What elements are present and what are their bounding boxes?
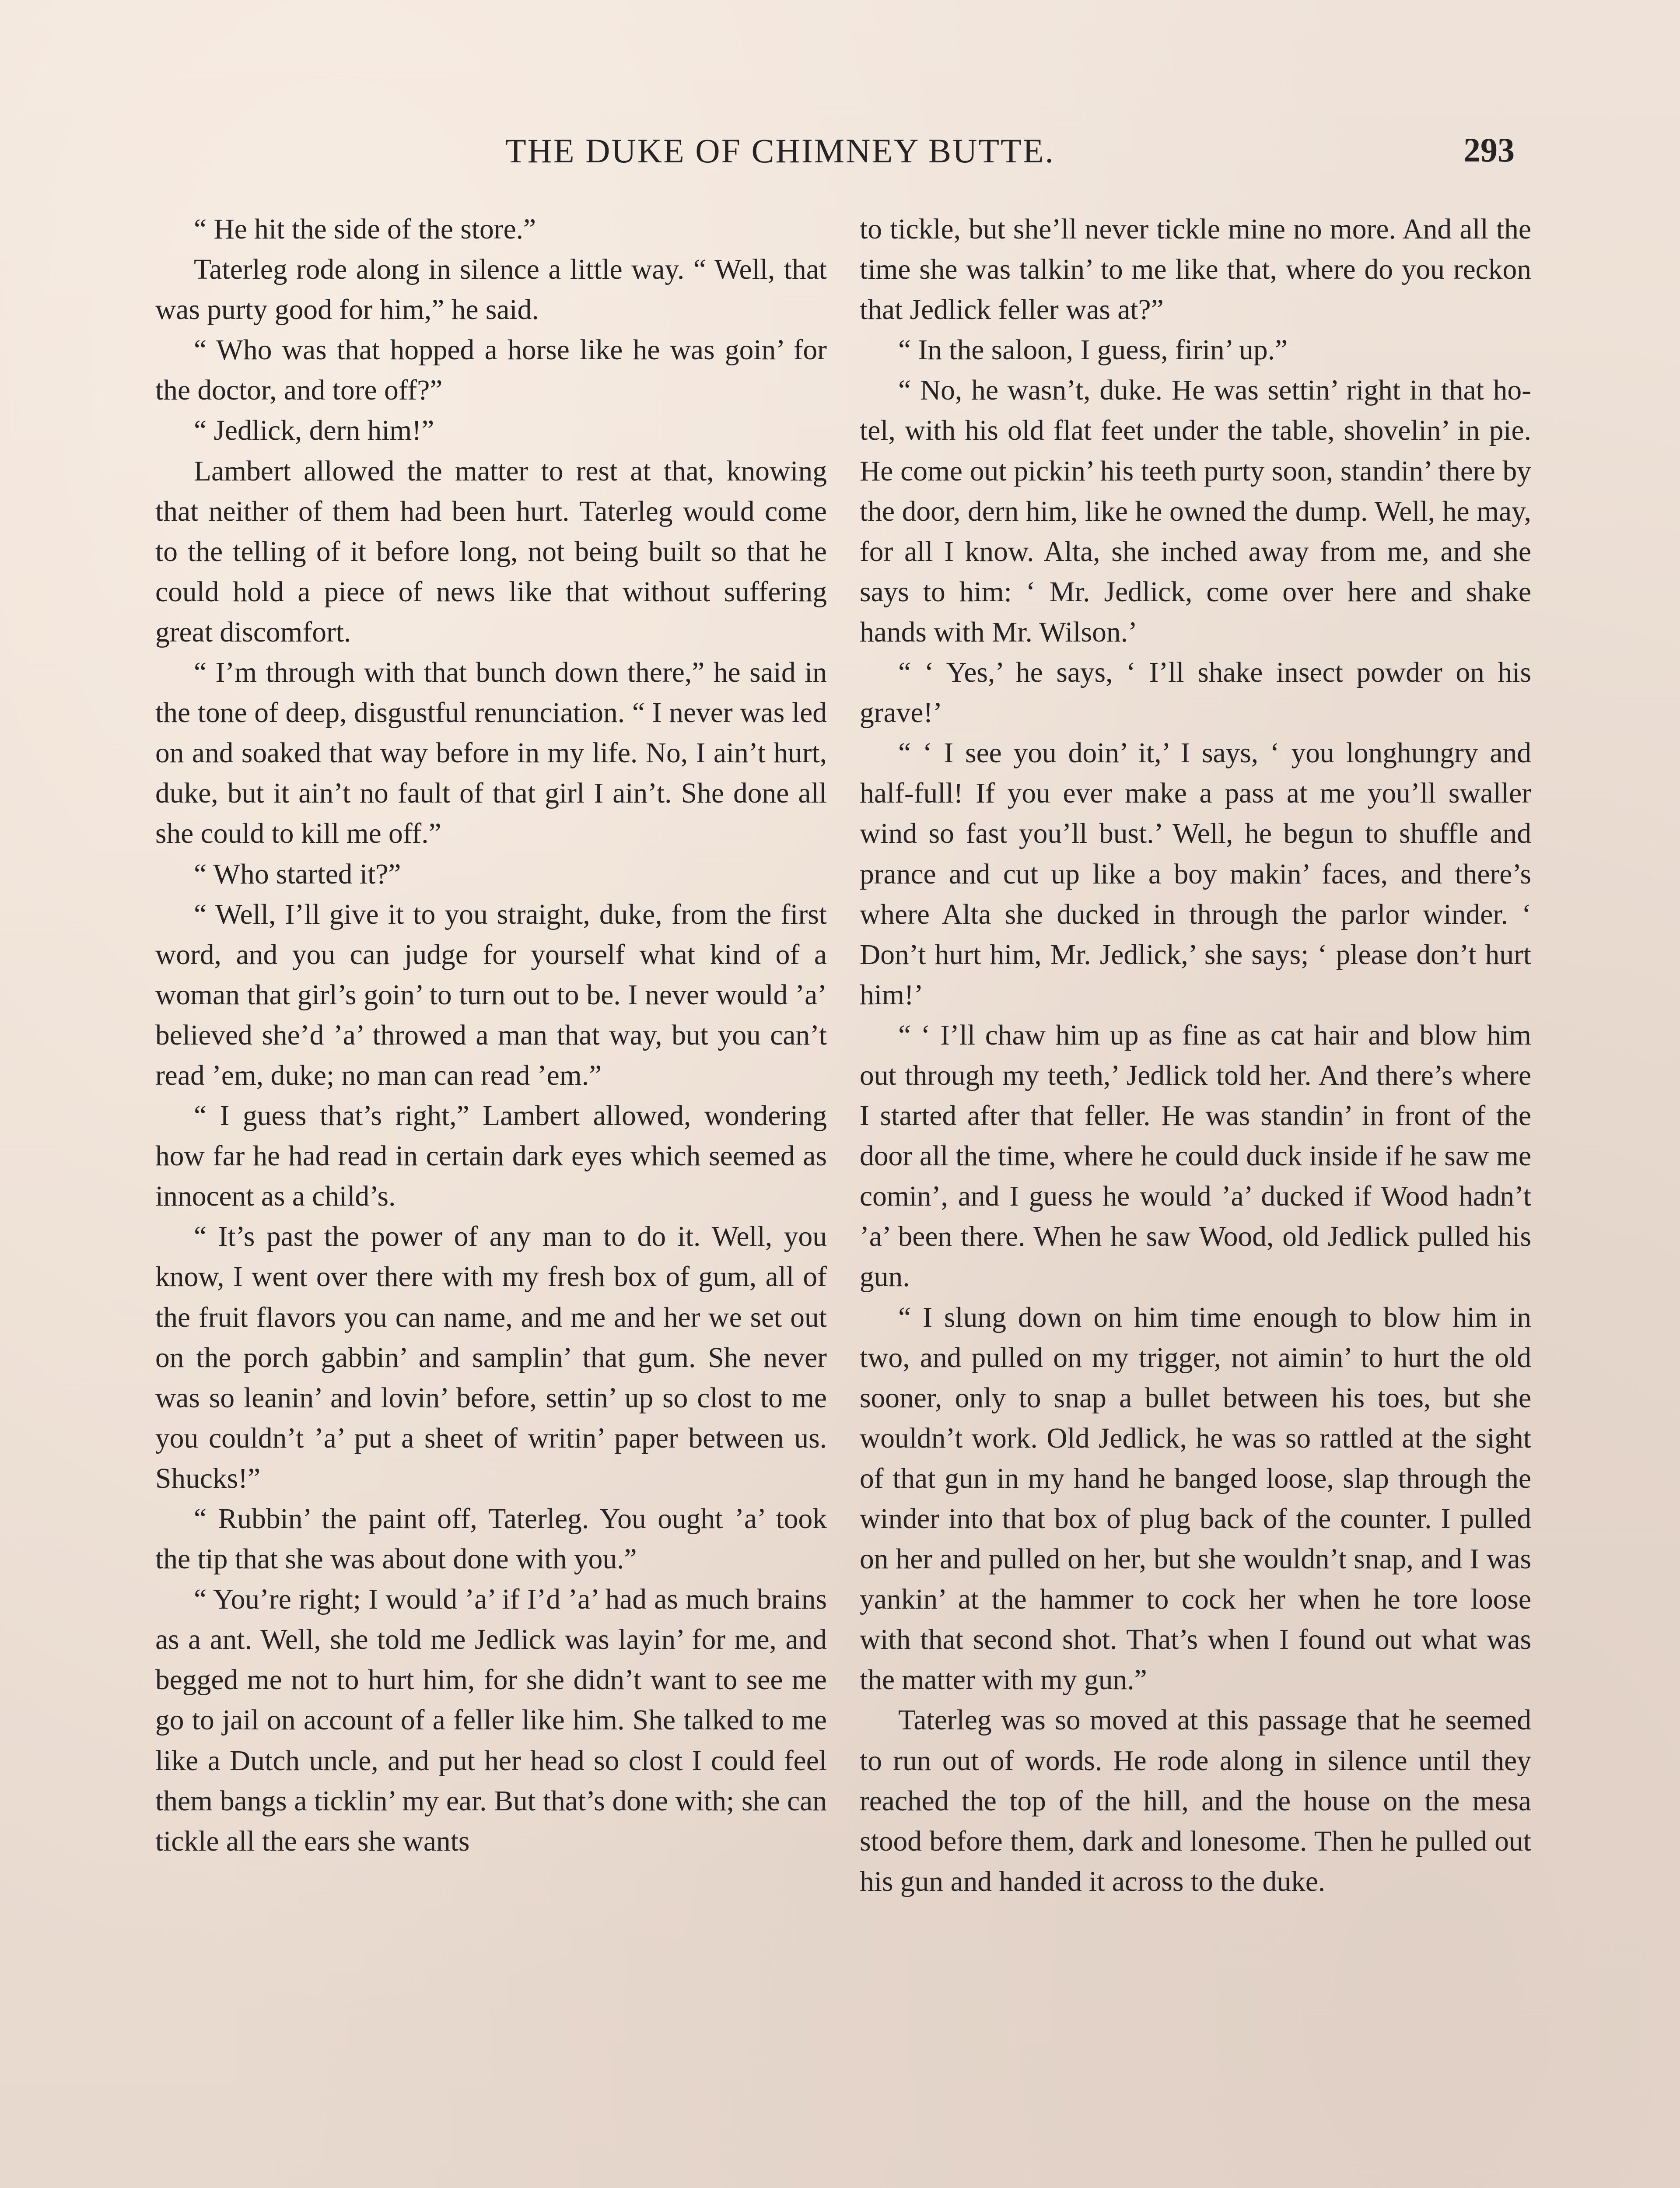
- paragraph: “ Jedlick, dern him!”: [194, 415, 434, 447]
- page-number: 293: [1463, 131, 1515, 169]
- paragraph: “ He hit the side of the store.”: [194, 214, 536, 245]
- paragraph: “ In the saloon, I guess, firin’ up.”: [898, 334, 1288, 366]
- paragraph: “ Well, I’ll give it to you straight, duke, from the first word, and you can judge for yourself what kind of a woman that girl’s goin’ to turn out to be. I never would ’a’ believed she’d ’a’ throwed a man that way, but you can’t read ’em, duke; no man can read ’em.”: [155, 898, 827, 1091]
- running-title: THE DUKE OF CHIMNEY BUTTE.: [505, 132, 1055, 170]
- paragraph: “ ‘ I see you doin’ it,’ I says, ‘ you longhungry and half-full! If you ever make a pass at me you’ll swaller wind so fast you’ll bust.’ Well, he begun to shuffle and prance and cut up like a boy makin’ faces, and there’s where Alta she ducked in through the parlor winder. ‘ Don’t hurt him, Mr. Jedlick,’ she says; ‘ please don’t hurt him!’: [860, 737, 1531, 1011]
- paragraph: “ I guess that’s right,” Lambert allowed, wondering how far he had read in certain dark eyes which seemed as innocent as a child’s.: [155, 1100, 827, 1213]
- paragraph: “ No, he wasn’t, duke. He was settin’ right in that ho-tel, with his old flat feet under the table, shovelin’ in pie. He come out pickin’ his teeth purty soon, standin’ there by the door, dern him, like he owned the dump. Well, he may, for all I know. Alta, she inched away from me, and she says to him: ‘ Mr. Jedlick, come over here and shake hands with Mr. Wilson.’: [860, 375, 1531, 648]
- paragraph: “ Rubbin’ the paint off, Taterleg. You ought ’a’ took the tip that she was about done with you.”: [155, 1503, 827, 1575]
- paragraph: Lambert allowed the matter to rest at that, knowing that neither of them had been hurt. Taterleg would come to the telling of it before long, not being built so that he could hold a piece of news like that without suffering great discomfort.: [155, 455, 827, 648]
- paragraph-continued: to tickle, but she’ll never tickle mine no more. And all the time she was talkin’ to me like that, where do you reckon that Jedlick feller was at?”: [860, 214, 1531, 326]
- paragraph: Taterleg was so moved at this passage that he seemed to run out of words. He rode along in silence until they reached the top of the hill, and the house on the mesa stood before them, dark and lonesome. Then he pulled out his gun and handed it across to the duke.: [860, 1704, 1531, 1897]
- paragraph: “ I’m through with that bunch down there,” he said in the tone of deep, disgustful renunciation. “ I never was led on and soaked that way before in my life. No, I ain’t hurt, duke, but it ain’t no fault of that girl I ain’t. She done all she could to kill me off.”: [155, 657, 827, 850]
- paragraph: “ It’s past the power of any man to do it. Well, you know, I went over there with my fresh box of gum, all of the fruit flavors you can name, and me and her we set out on the porch gabbin’ and samplin’ that gum. She never was so leanin’ and lovin’ before, settin’ up so clost to me you couldn’t ’a’ put a sheet of writin’ paper between us. Shucks!”: [155, 1221, 827, 1494]
- paragraph: “ Who started it?”: [194, 858, 401, 890]
- paragraph: “ You’re right; I would ’a’ if I’d ’a’ had as much brains as a ant. Well, she told me Jedlick was layin’ for me, and begged me not to hurt him, for she didn’t want to see me go to jail on account of a feller like him. She talked to me like a Dutch uncle, and put her head so clost I could feel them bangs a ticklin’ my ear. But that’s done with; she can tickle all the ears she wants: [155, 1584, 827, 1857]
- text-column-left: [155, 209, 827, 1862]
- paragraph: “ Who was that hopped a horse like he was goin’ for the doctor, and tore off?”: [155, 334, 827, 407]
- paragraph: “ ‘ I’ll chaw him up as fine as cat hair and blow him out through my teeth,’ Jedlick told her. And there’s where I started after that feller. He was standin’ in front of the door all the time, where he could duck inside if he saw me comin’, and I guess he would ’a’ ducked if Wood hadn’t ’a’ been there. When he saw Wood, old Jedlick pulled his gun.: [860, 1019, 1531, 1293]
- paragraph: “ I slung down on him time enough to blow him in two, and pulled on my trigger, not aimin’ to hurt the old sooner, only to snap a bullet between his toes, but she wouldn’t work. Old Jedlick, he was so rattled at the sight of that gun in my hand he banged loose, slap through the winder into that box of plug back of the counter. I pulled on her and pulled on her, but she wouldn’t snap, and I was yankin’ at the hammer to cock her when he tore loose with that second shot. That’s when I found out what was the matter with my gun.”: [860, 1301, 1531, 1696]
- paragraph: Taterleg rode along in silence a little way. “ Well, that was purty good for him,” he said.: [155, 254, 827, 326]
- paragraph: “ ‘ Yes,’ he says, ‘ I’ll shake insect powder on his grave!’: [860, 657, 1531, 729]
- text-column-right: [860, 209, 1531, 1902]
